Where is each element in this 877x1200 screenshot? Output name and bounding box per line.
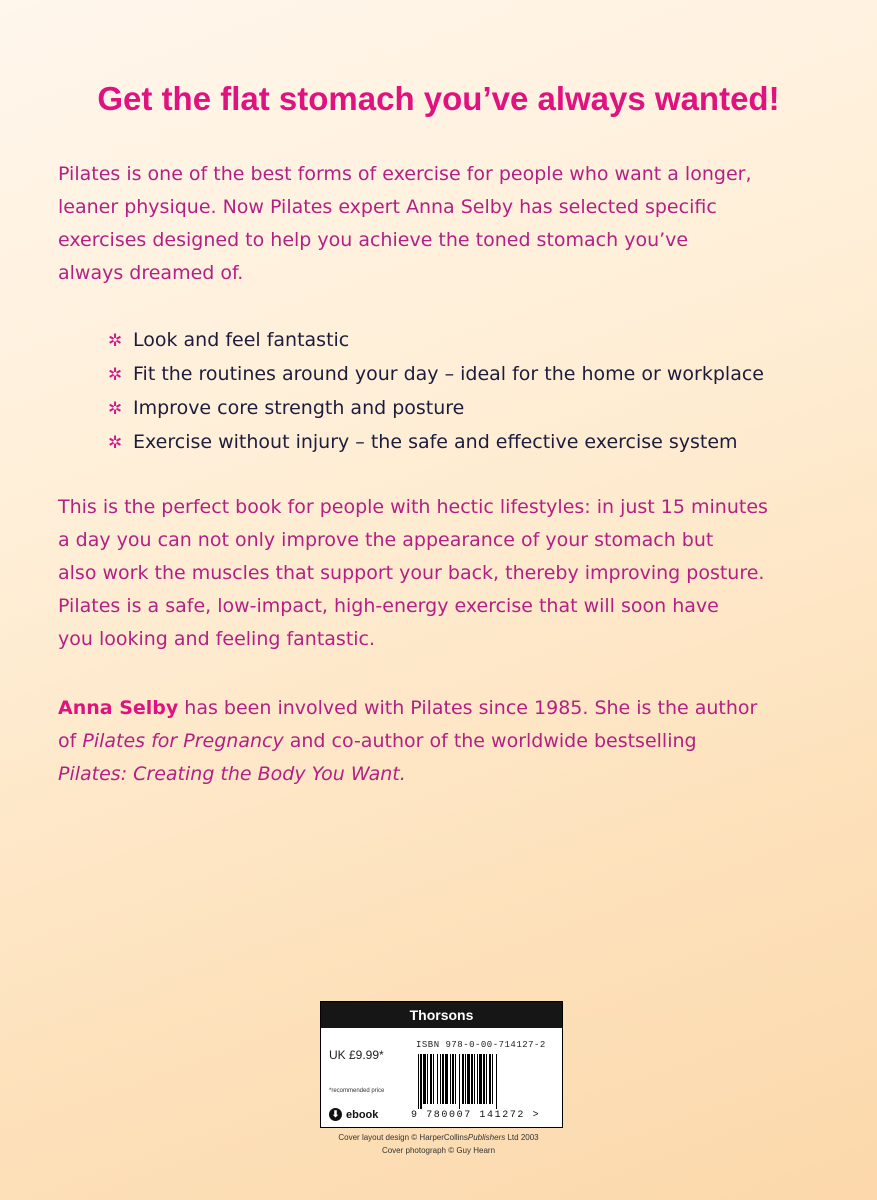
bullet-text: Improve core strength and posture (133, 397, 465, 419)
cover-design-credit: Cover layout design © HarperCollinsPublishers Ltd 2003 (338, 1133, 539, 1142)
author-bio-text: of (58, 730, 83, 752)
ebook-badge (329, 1108, 378, 1121)
list-item (108, 426, 764, 460)
benefits-list (108, 324, 764, 460)
ebook-label: ebook (346, 1108, 379, 1121)
recommended-price-note: *recommended price (329, 1088, 385, 1094)
list-item (108, 324, 764, 358)
asterisk-bullet-icon: ✲ (108, 399, 123, 419)
author-name: Anna Selby (58, 697, 179, 719)
book-title: Pilates for Pregnancy (82, 730, 284, 752)
cover-photo-credit: Cover photograph © Guy Hearn (381, 1146, 496, 1155)
book-title: Pilates: Creating the Body You Want. (58, 763, 406, 785)
author-bio-text: has been involved with Pilates since 1985. She is the author (178, 697, 758, 719)
barcode-graphic (416, 1054, 556, 1109)
barcode-panel (320, 1001, 563, 1128)
bullet-text: Look and feel fantastic (133, 329, 350, 351)
author-bio-text: and co-author of the worldwide bestselling (283, 730, 697, 752)
list-item (108, 392, 764, 426)
download-arrow-icon: ⬇ (329, 1108, 342, 1121)
bullet-text: Exercise without injury – the safe and effective exercise system (133, 431, 738, 453)
list-item (108, 358, 764, 392)
asterisk-bullet-icon: ✲ (108, 331, 123, 351)
author-bio (58, 692, 838, 791)
price: UK £9.99* (329, 1048, 384, 1062)
isbn: ISBN 978-0-00-714127-2 (416, 1040, 546, 1050)
intro-paragraph: Pilates is one of the best forms of exercise for people who want a longer, leaner physique. Now Pilates expert Anna Selby has selected specific exercises designed to help you achieve the toned stomach you’ve always dreamed of. (58, 163, 752, 284)
asterisk-bullet-icon: ✲ (108, 433, 123, 453)
asterisk-bullet-icon: ✲ (108, 365, 123, 385)
body-paragraph: This is the perfect book for people with hectic lifestyles: in just 15 minutes a day you can not only improve the appearance of your stomach but also work the muscles that support your back, thereby improving posture. Pilates is a safe, low-impact, high-energy exercise that will soon have you looking and feeling fantastic. (58, 496, 768, 650)
barcode-number: 9 780007 141272 > (411, 1110, 541, 1121)
headline: Get the flat stomach you’ve always wanted! (97, 80, 780, 117)
bullet-text: Fit the routines around your day – ideal for the home or workplace (133, 363, 764, 385)
publisher-name: Thorsons (321, 1002, 562, 1028)
